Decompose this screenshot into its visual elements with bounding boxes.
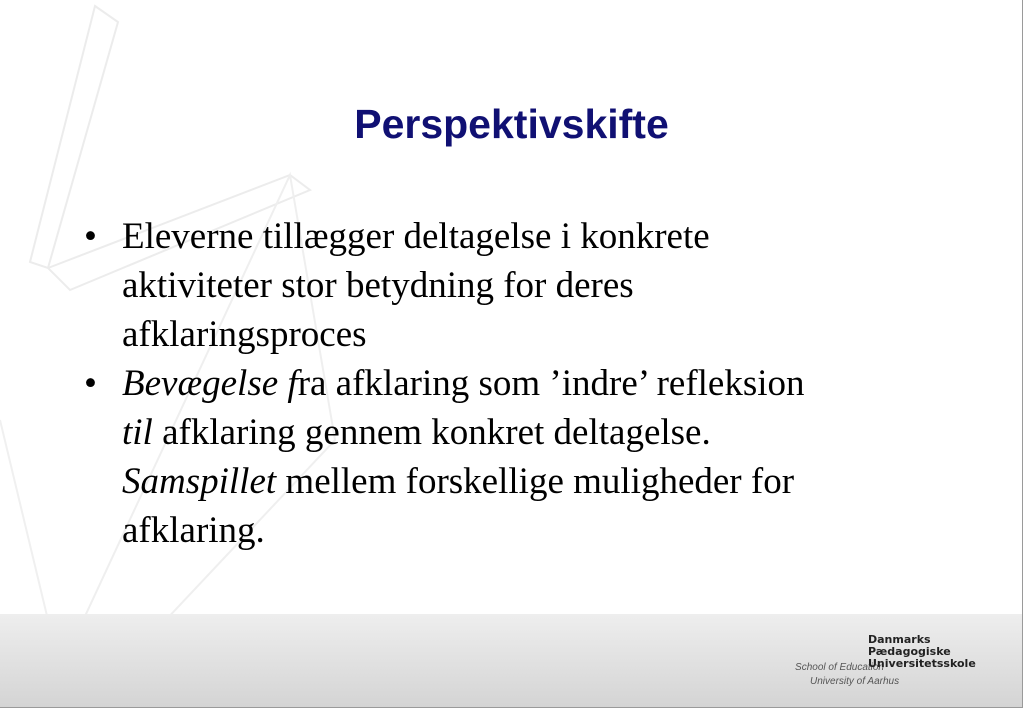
bullet-marker: • <box>84 363 97 404</box>
bullet-list <box>84 212 934 555</box>
bullet-line: afklaringsproces <box>122 314 367 355</box>
bullet-line: Eleverne tillægger deltagelse i konkrete <box>122 216 710 257</box>
emphasis-text: til <box>122 412 153 453</box>
emphasis-text: Samspillet <box>122 461 277 502</box>
logo-name-line: Universitetsskole <box>868 657 976 670</box>
bullet-line: aktiviteter stor betydning for deres <box>122 265 634 306</box>
bullet-line <box>122 408 934 457</box>
bullet-item <box>84 359 934 555</box>
bullet-text: mellem forskellige muligheder for <box>276 461 795 502</box>
bullet-text: ra afklaring som ’indre’ refleksion <box>297 363 805 404</box>
bullet-text: afklaring gennem konkret deltagelse. <box>152 412 711 453</box>
bullet-line <box>122 457 934 506</box>
logo-name-line: Pædagogiske <box>868 645 951 658</box>
university-logo <box>770 632 990 692</box>
bullet-marker: • <box>84 216 97 257</box>
logo-university-label: University of Aarhus <box>810 676 900 687</box>
emphasis-text: Bevægelse f <box>122 363 298 404</box>
bullet-line <box>122 359 934 408</box>
logo-name-block <box>868 634 976 670</box>
logo-school-label: School of Education <box>795 662 884 673</box>
logo-name-line: Danmarks <box>868 633 931 646</box>
slide-title: Perspektivskifte <box>354 101 669 147</box>
bullet-item <box>84 212 934 359</box>
bullet-line: afklaring. <box>122 510 265 551</box>
